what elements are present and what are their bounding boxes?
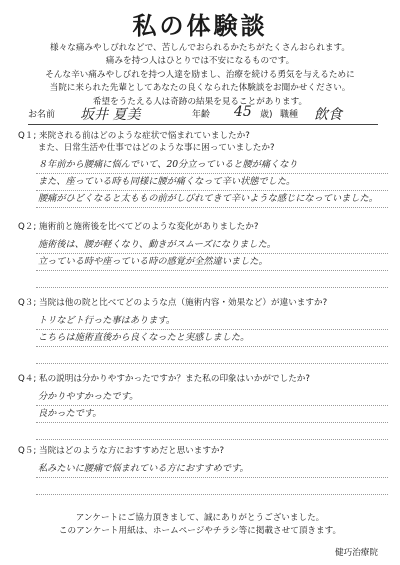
name-label: お名前 [28,110,56,120]
ruled-line [36,363,388,364]
answer-line: ８年前から腰痛に悩んでいて、20分立っていると腰が痛くなり [38,159,298,170]
ruled-line [36,346,388,347]
answer-line: 分かりやすかったです。 [38,391,139,402]
intro-line: 希望をうたえる人は奇跡の結果を見ることがあります。 [92,96,308,107]
footer-text [0,512,400,538]
ruled-line [36,207,388,208]
ruled-line [36,439,388,440]
ruled-line [36,173,388,174]
ruled-line [36,405,388,406]
ruled-line [36,329,388,330]
question-1 [18,130,388,154]
answer-line: 私みたいに腰痛で悩まれている方におすすめです。 [38,463,249,474]
footer-line: このアンケート用紙は、ホームページやチラシ等に掲載させて頂きます。 [58,526,342,536]
name-value: 坂井 夏美 [80,107,141,123]
ruled-line [36,253,388,254]
job-value: 飲食 [314,107,342,123]
answer-line: こちらは施術直後から良くなったと実感しました。 [38,332,250,343]
ruled-line [36,270,388,271]
ruled-line [36,287,388,288]
answer-line: また、座っている時も同様に腰が痛くなって辛い状態でした。 [38,176,296,187]
job-label: 職種 [280,110,299,120]
footer-line: アンケートにご協力頂きまして、誠にありがとうございました。 [75,513,325,523]
ruled-line [36,422,388,423]
question-5: Q５; 当院はどのような方におすすめだと思いますか? [18,446,225,456]
answer-line: 立っている時や座っている時の感覚が全然違いました。 [38,256,268,267]
answer-line: 施術後は、腰が軽くなり、動きがスムーズになりました。 [38,239,276,250]
age-label: 年齢 [192,110,211,120]
intro-line: そんな辛い痛みやしびれを持つ人達を励まし、治療を続ける勇気を与えるために [45,69,355,80]
answer-line: 良かったです。 [38,408,102,419]
ruled-line [36,477,388,478]
question-line: また、日常生活や仕事ではどのような事に困っていましたか? [18,143,275,153]
answer-1 [38,156,388,207]
intro-text [20,42,380,109]
question-2: Q２; 施術前と施術後を比べてどのような変化がありましたか? [18,222,259,232]
ruled-line [36,190,388,191]
question-3: Q３; 当院は他の院と比べてどのような点（施術内容・効果など）が違いますか? [18,298,328,308]
question-4: Q４; 私の説明は分かりやすかったですか？また私の印象はいかがでしたか? [18,374,310,384]
answer-line: トリなどト行った事はあります。 [38,315,176,326]
question-line: Q１; 来院される前はどのような症状で悩まれていましたか? [18,131,250,141]
clinic-name: 健巧治療院 [335,548,378,558]
answer-5 [38,460,388,477]
respondent-info-row [28,104,378,125]
answer-line: 腰痛がひどくなると太ももの前がしびれてきて辛いような感じになっていました。 [38,193,378,204]
page-title: 私の体験談 [132,12,268,40]
intro-line: 当院に来られた先輩としてあなたの良くなられた体験談をお聞かせください。 [49,83,351,94]
ruled-line [36,494,388,495]
age-value: 45 [234,104,252,120]
intro-line: 様々な痛みやしびれなどで、苦しんでおられるかたちがたくさんおられます。 [50,43,350,53]
intro-line: 痛みを持つ人はひとりでは不安になるものです。 [105,56,295,67]
age-unit: 歳) [260,110,273,120]
